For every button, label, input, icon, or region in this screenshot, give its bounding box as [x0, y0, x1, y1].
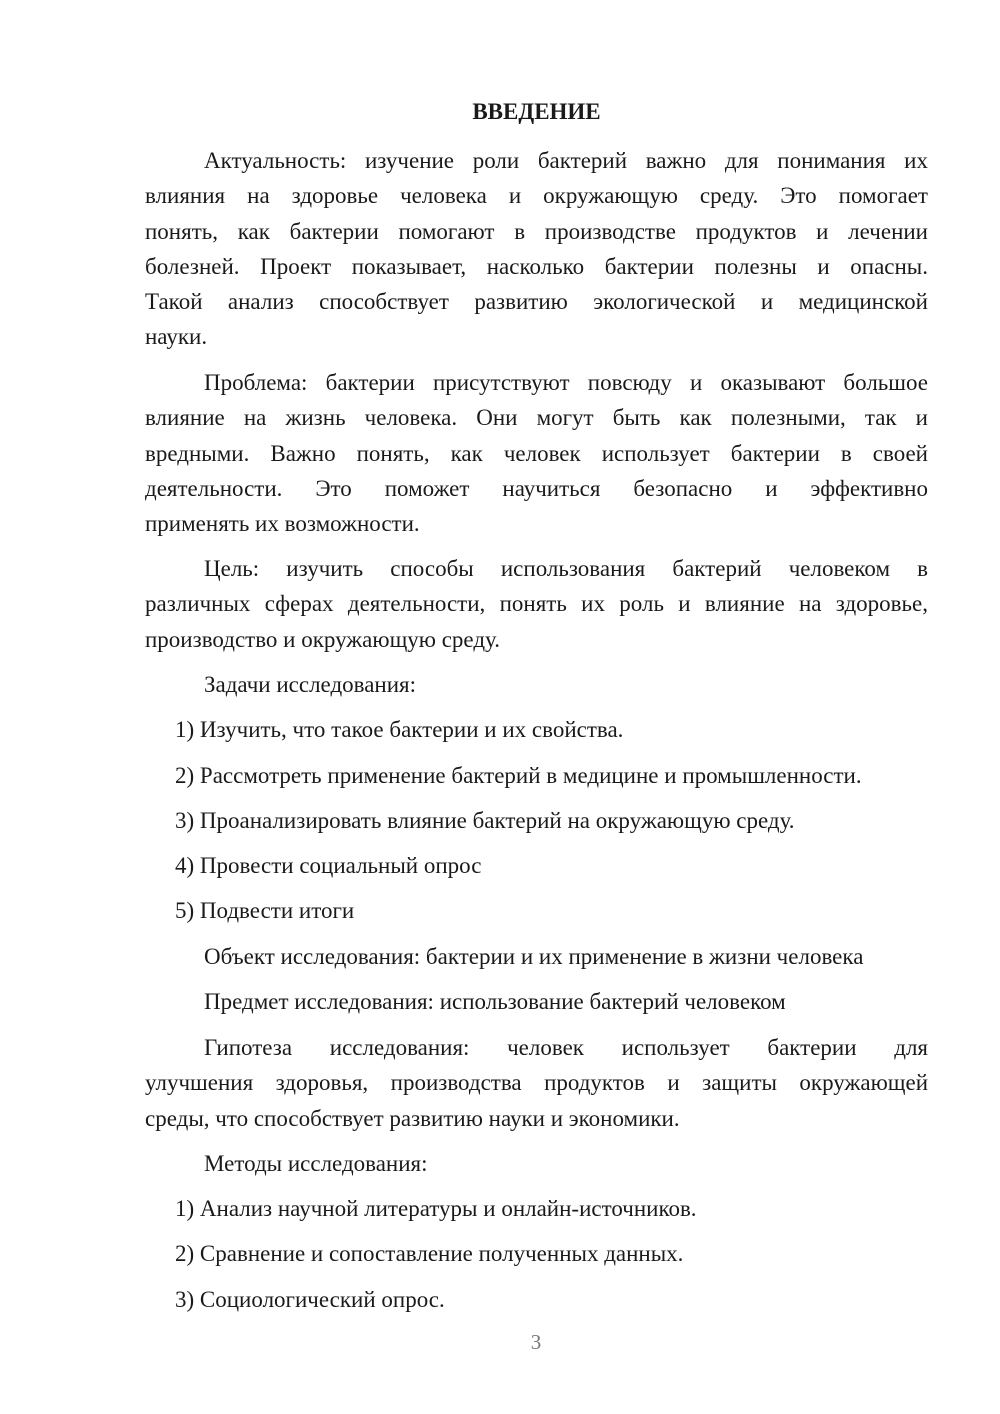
- task-item: 4) Провести социальный опрос: [175, 853, 482, 878]
- paragraph-line: среды, что способствует развитию науки и экономики.: [145, 1105, 680, 1131]
- problem-paragraph: [145, 365, 928, 541]
- object-line: Объект исследования: бактерии и их применение в жизни человека: [204, 944, 864, 969]
- task-item: 5) Подвести итоги: [175, 898, 355, 923]
- paragraph-line: понять, как бактерии помогают в производстве продуктов и лечении: [145, 218, 928, 244]
- paragraph-line: Актуальность: изучение роли бактерий важно для понимания их: [204, 148, 928, 173]
- page-title: ВВЕДЕНИЕ: [472, 99, 601, 124]
- methods-title: Методы исследования:: [204, 1151, 428, 1176]
- paragraph-line: Гипотеза исследования: человек использует бактерии для: [204, 1035, 928, 1060]
- goal-paragraph: [145, 551, 928, 657]
- paragraph-line: различных сферах деятельности, понять их роль и влияние на здоровье,: [145, 591, 928, 617]
- task-item: 2) Рассмотреть применение бактерий в медицине и промышленности.: [175, 763, 862, 788]
- paragraph-line: производство и окружающую среду.: [145, 626, 500, 652]
- paragraph-line: улучшения здоровья, производства продуктов и защиты окружающей: [145, 1070, 928, 1096]
- paragraph-line: Такой анализ способствует развитию экологической и медицинской: [145, 289, 928, 315]
- method-item: 1) Анализ научной литературы и онлайн-источников.: [175, 1196, 697, 1221]
- paragraph-line: влияние на жизнь человека. Они могут быть как полезными, так и: [145, 405, 928, 431]
- paragraph-line: Цель: изучить способы использования бактерий человеком в: [204, 556, 928, 581]
- task-item: 1) Изучить, что такое бактерии и их свойства.: [175, 717, 624, 742]
- paragraph-line: деятельности. Это поможет научиться безопасно и эффективно: [145, 475, 928, 501]
- paragraph-line: применять их возможности.: [145, 511, 420, 537]
- paragraph-line: болезней. Проект показывает, насколько бактерии полезны и опасны.: [145, 253, 928, 279]
- paragraph-line: влияния на здоровье человека и окружающую среду. Это помогает: [145, 183, 928, 209]
- paragraph-line: Проблема: бактерии присутствуют повсюду и оказывают большое: [204, 370, 928, 395]
- paragraph-line: науки.: [145, 324, 208, 350]
- task-item: 3) Проанализировать влияние бактерий на окружающую среду.: [175, 808, 795, 833]
- tasks-title: Задачи исследования:: [204, 672, 417, 697]
- subject-line: Предмет исследования: использование бактерий человеком: [204, 989, 786, 1014]
- method-item: 2) Сравнение и сопоставление полученных данных.: [175, 1241, 684, 1266]
- relevance-paragraph: [145, 143, 928, 355]
- hypothesis-paragraph: [145, 1030, 928, 1136]
- page-number: 3: [530, 1330, 542, 1354]
- method-item: 3) Социологический опрос.: [175, 1287, 445, 1312]
- paragraph-line: вредными. Важно понять, как человек использует бактерии в своей: [145, 440, 928, 466]
